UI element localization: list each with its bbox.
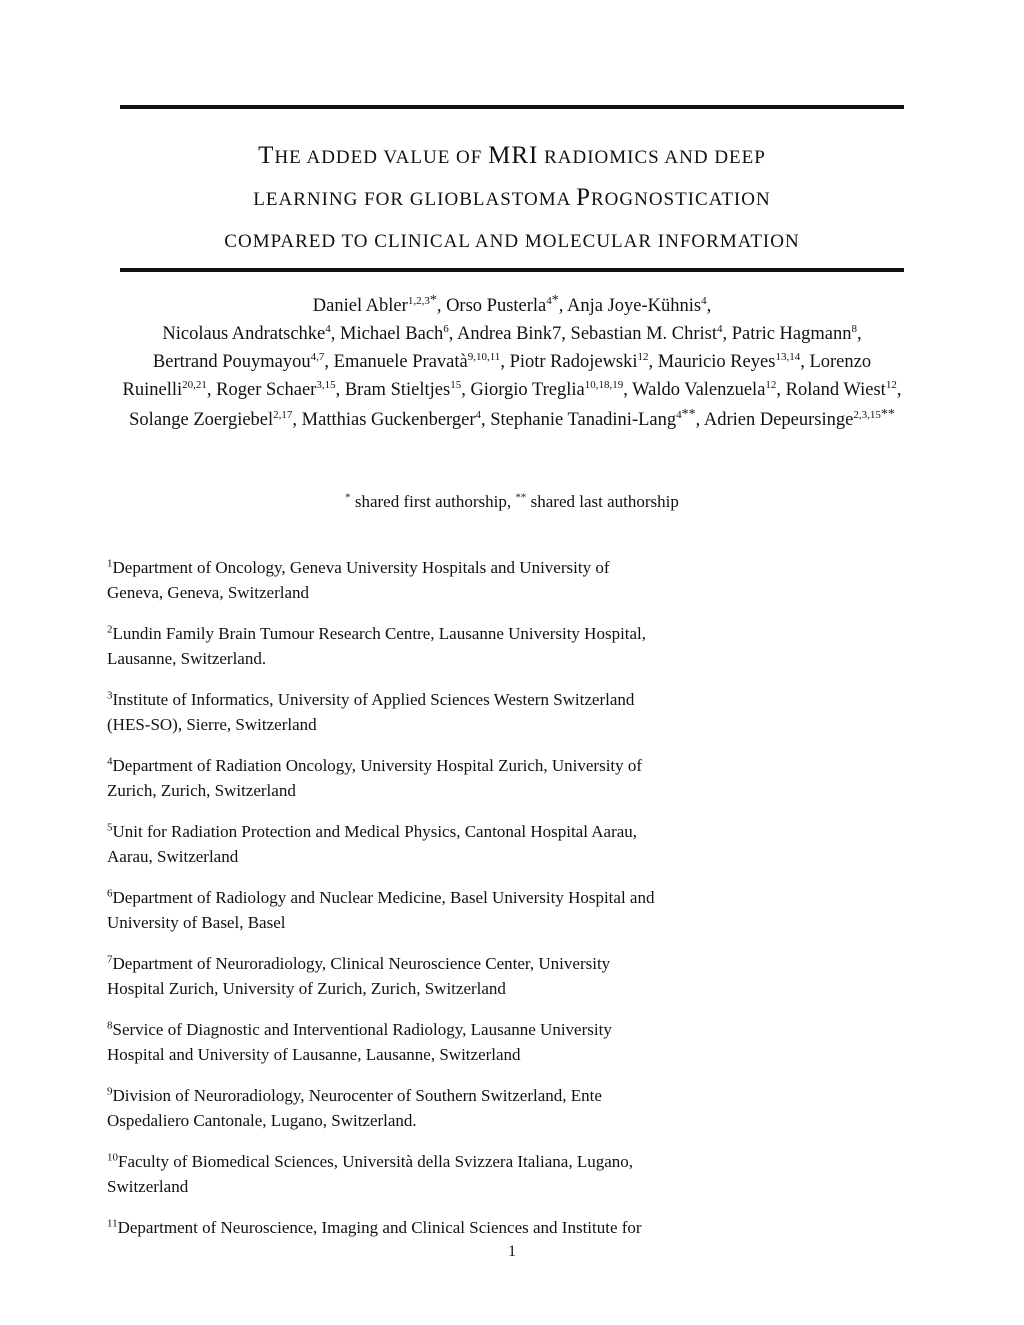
affiliation-text: Department of Neuroradiology, Clinical Neuroscience Center, University (112, 954, 611, 973)
title-line-1 (60, 136, 964, 178)
title-segment: COMPARED TO CLINICAL AND MOLECULAR INFORMATION (224, 231, 800, 252)
author-text: , Orso Pusterla (436, 296, 547, 316)
affiliation-text: Institute of Informatics, University of Applied Sciences Western Switzerland (112, 690, 635, 709)
affiliation-item (107, 1216, 727, 1241)
author-text: , Stephanie Tanadini-Lang (480, 410, 677, 430)
affiliation-number: 11 (107, 1217, 118, 1230)
author-text: , Lorenzo (800, 352, 872, 372)
affiliation-text-cont: Ospedaliero Cantonale, Lugano, Switzerland. (107, 1110, 417, 1130)
affiliation-item (107, 952, 727, 1001)
affiliation-superscript: 6 (443, 322, 449, 335)
affiliation-superscript: 1,2,3 (407, 294, 430, 307)
author-text: , Emanuele Pravatà (324, 352, 468, 372)
affiliation-item (107, 886, 727, 935)
title-segment: ROGNOSTICATION (590, 189, 771, 210)
title-segment: RADIOMICS AND DEEP (538, 147, 766, 168)
affiliation-item (107, 1150, 727, 1199)
paper-title (60, 136, 964, 262)
author-line (60, 292, 964, 320)
title-segment: P (576, 184, 591, 211)
author-text: , Michael Bach (330, 324, 444, 344)
title-segment: MRI (488, 142, 539, 169)
authorship-mark: ** (681, 406, 696, 422)
author-text: , Anja Joye-Kühnis (558, 296, 702, 316)
affiliation-superscript: 12 (765, 378, 777, 391)
author-text: Daniel Abler (312, 296, 408, 316)
affiliation-text-cont: Switzerland (107, 1176, 189, 1196)
affiliation-text-cont: University of Basel, Basel (107, 912, 286, 932)
affiliation-text: Unit for Radiation Protection and Medical Physics, Cantonal Hospital Aarau, (112, 822, 638, 841)
affiliation-text: Division of Neuroradiology, Neurocenter of Southern Switzerland, Ente (112, 1086, 602, 1105)
affiliation-item (107, 556, 727, 605)
affiliation-superscript: 13,14 (775, 350, 801, 363)
author-text: , Piotr Radojewski (500, 352, 638, 372)
author-text: , Mauricio Reyes (648, 352, 776, 372)
affiliation-superscript: 4 (717, 322, 723, 335)
authorship-mark: * (551, 292, 559, 308)
author-text: Ruinelli (122, 380, 183, 400)
affiliation-text-cont: Hospital and University of Lausanne, Lausanne, Switzerland (107, 1044, 521, 1064)
author-text: , (706, 296, 712, 316)
author-line (60, 406, 964, 434)
authorship-mark: ** (880, 406, 895, 422)
affiliation-text: Department of Oncology, Geneva University Hospitals and University of (112, 558, 610, 577)
affiliation-superscript: 15 (450, 378, 462, 391)
affiliation-text: Lundin Family Brain Tumour Research Centre, Lausanne University Hospital, (112, 624, 647, 643)
first-author-mark: * (345, 491, 351, 504)
affiliation-text-cont: Lausanne, Switzerland. (107, 648, 267, 668)
affiliation-number: 9 (107, 1085, 113, 1098)
affiliation-item (107, 688, 727, 737)
bottom-rule (120, 268, 904, 272)
affiliation-item (107, 754, 727, 803)
affiliation-superscript: 4 (546, 294, 552, 307)
affiliation-list (107, 556, 727, 1258)
affiliation-superscript: 4,7 (310, 350, 325, 363)
affiliation-text-cont: Zurich, Zurich, Switzerland (107, 780, 296, 800)
last-author-text: shared last authorship (526, 492, 679, 511)
authorship-mark: * (429, 292, 437, 308)
affiliation-number: 10 (107, 1151, 118, 1164)
affiliation-number: 7 (107, 953, 113, 966)
author-line (60, 376, 964, 404)
shared-authorship-note (60, 490, 964, 514)
affiliation-superscript: 3,15 (316, 378, 336, 391)
author-text: , (856, 324, 862, 344)
author-text: , Adrien Depeursinge (695, 410, 854, 430)
affiliation-item (107, 1084, 727, 1133)
title-segment: T (258, 142, 275, 169)
last-author-mark: ** (515, 491, 527, 504)
affiliation-superscript: 2,3,15 (853, 408, 881, 421)
author-text: , Giorgio Treglia (461, 380, 585, 400)
affiliation-number: 1 (107, 557, 113, 570)
affiliation-number: 8 (107, 1019, 113, 1032)
author-line (60, 320, 964, 348)
affiliation-number: 4 (107, 755, 113, 768)
author-text: , Bram Stieltjes (335, 380, 451, 400)
affiliation-superscript: 10,18,19 (584, 378, 624, 391)
affiliation-text-cont: (HES-SO), Sierre, Switzerland (107, 714, 317, 734)
title-line-2 (60, 178, 964, 220)
affiliation-text: Department of Radiology and Nuclear Medicine, Basel University Hospital and (112, 888, 655, 907)
author-line (60, 348, 964, 376)
affiliation-item (107, 622, 727, 671)
affiliation-text-cont: Hospital Zurich, University of Zurich, Zurich, Switzerland (107, 978, 506, 998)
affiliation-superscript: 4 (676, 408, 682, 421)
author-text: , Andrea Bink7, Sebastian M. Christ (448, 324, 718, 344)
author-text: , Roger Schaer (206, 380, 317, 400)
author-text: Solange Zoergiebel (129, 410, 274, 430)
affiliation-superscript: 8 (851, 322, 857, 335)
affiliation-text-cont: Geneva, Geneva, Switzerland (107, 582, 310, 602)
author-text: Nicolaus Andratschke (162, 324, 326, 344)
top-rule (120, 105, 904, 109)
author-text: , (896, 380, 902, 400)
affiliation-text-cont: Aarau, Switzerland (107, 846, 239, 866)
author-text: , Patric Hagmann (722, 324, 852, 344)
affiliation-superscript: 4 (325, 322, 331, 335)
author-text: , Waldo Valenzuela (623, 380, 766, 400)
affiliation-number: 2 (107, 623, 113, 636)
affiliation-superscript: 2,17 (273, 408, 293, 421)
affiliation-item (107, 820, 727, 869)
affiliation-superscript: 12 (637, 350, 649, 363)
affiliation-text: Department of Radiation Oncology, University Hospital Zurich, University of (112, 756, 643, 775)
author-text: , Roland Wiest (776, 380, 886, 400)
author-text: Bertrand Pouymayou (152, 352, 311, 372)
affiliation-text: Department of Neuroscience, Imaging and Clinical Sciences and Institute for (117, 1218, 642, 1237)
affiliation-text: Service of Diagnostic and Interventional Radiology, Lausanne University (112, 1020, 612, 1039)
author-text: , Matthias Guckenberger (292, 410, 476, 430)
affiliation-superscript: 12 (885, 378, 897, 391)
affiliation-superscript: 4 (701, 294, 707, 307)
affiliation-number: 6 (107, 887, 113, 900)
affiliation-number: 5 (107, 821, 113, 834)
affiliation-text: Faculty of Biomedical Sciences, Università della Svizzera Italiana, Lugano, (118, 1152, 634, 1171)
author-list (60, 292, 964, 434)
affiliation-item (107, 1018, 727, 1067)
title-line-3 (60, 220, 964, 262)
first-author-text: shared first authorship, (350, 492, 516, 511)
affiliation-superscript: 4 (475, 408, 481, 421)
affiliation-superscript: 20,21 (182, 378, 207, 391)
affiliation-number: 3 (107, 689, 113, 702)
page-number: 1 (508, 1243, 516, 1260)
title-segment: LEARNING FOR GLIOBLASTOMA (253, 189, 577, 210)
affiliation-superscript: 9,10,11 (467, 350, 501, 363)
title-segment: HE ADDED VALUE OF (274, 147, 489, 168)
